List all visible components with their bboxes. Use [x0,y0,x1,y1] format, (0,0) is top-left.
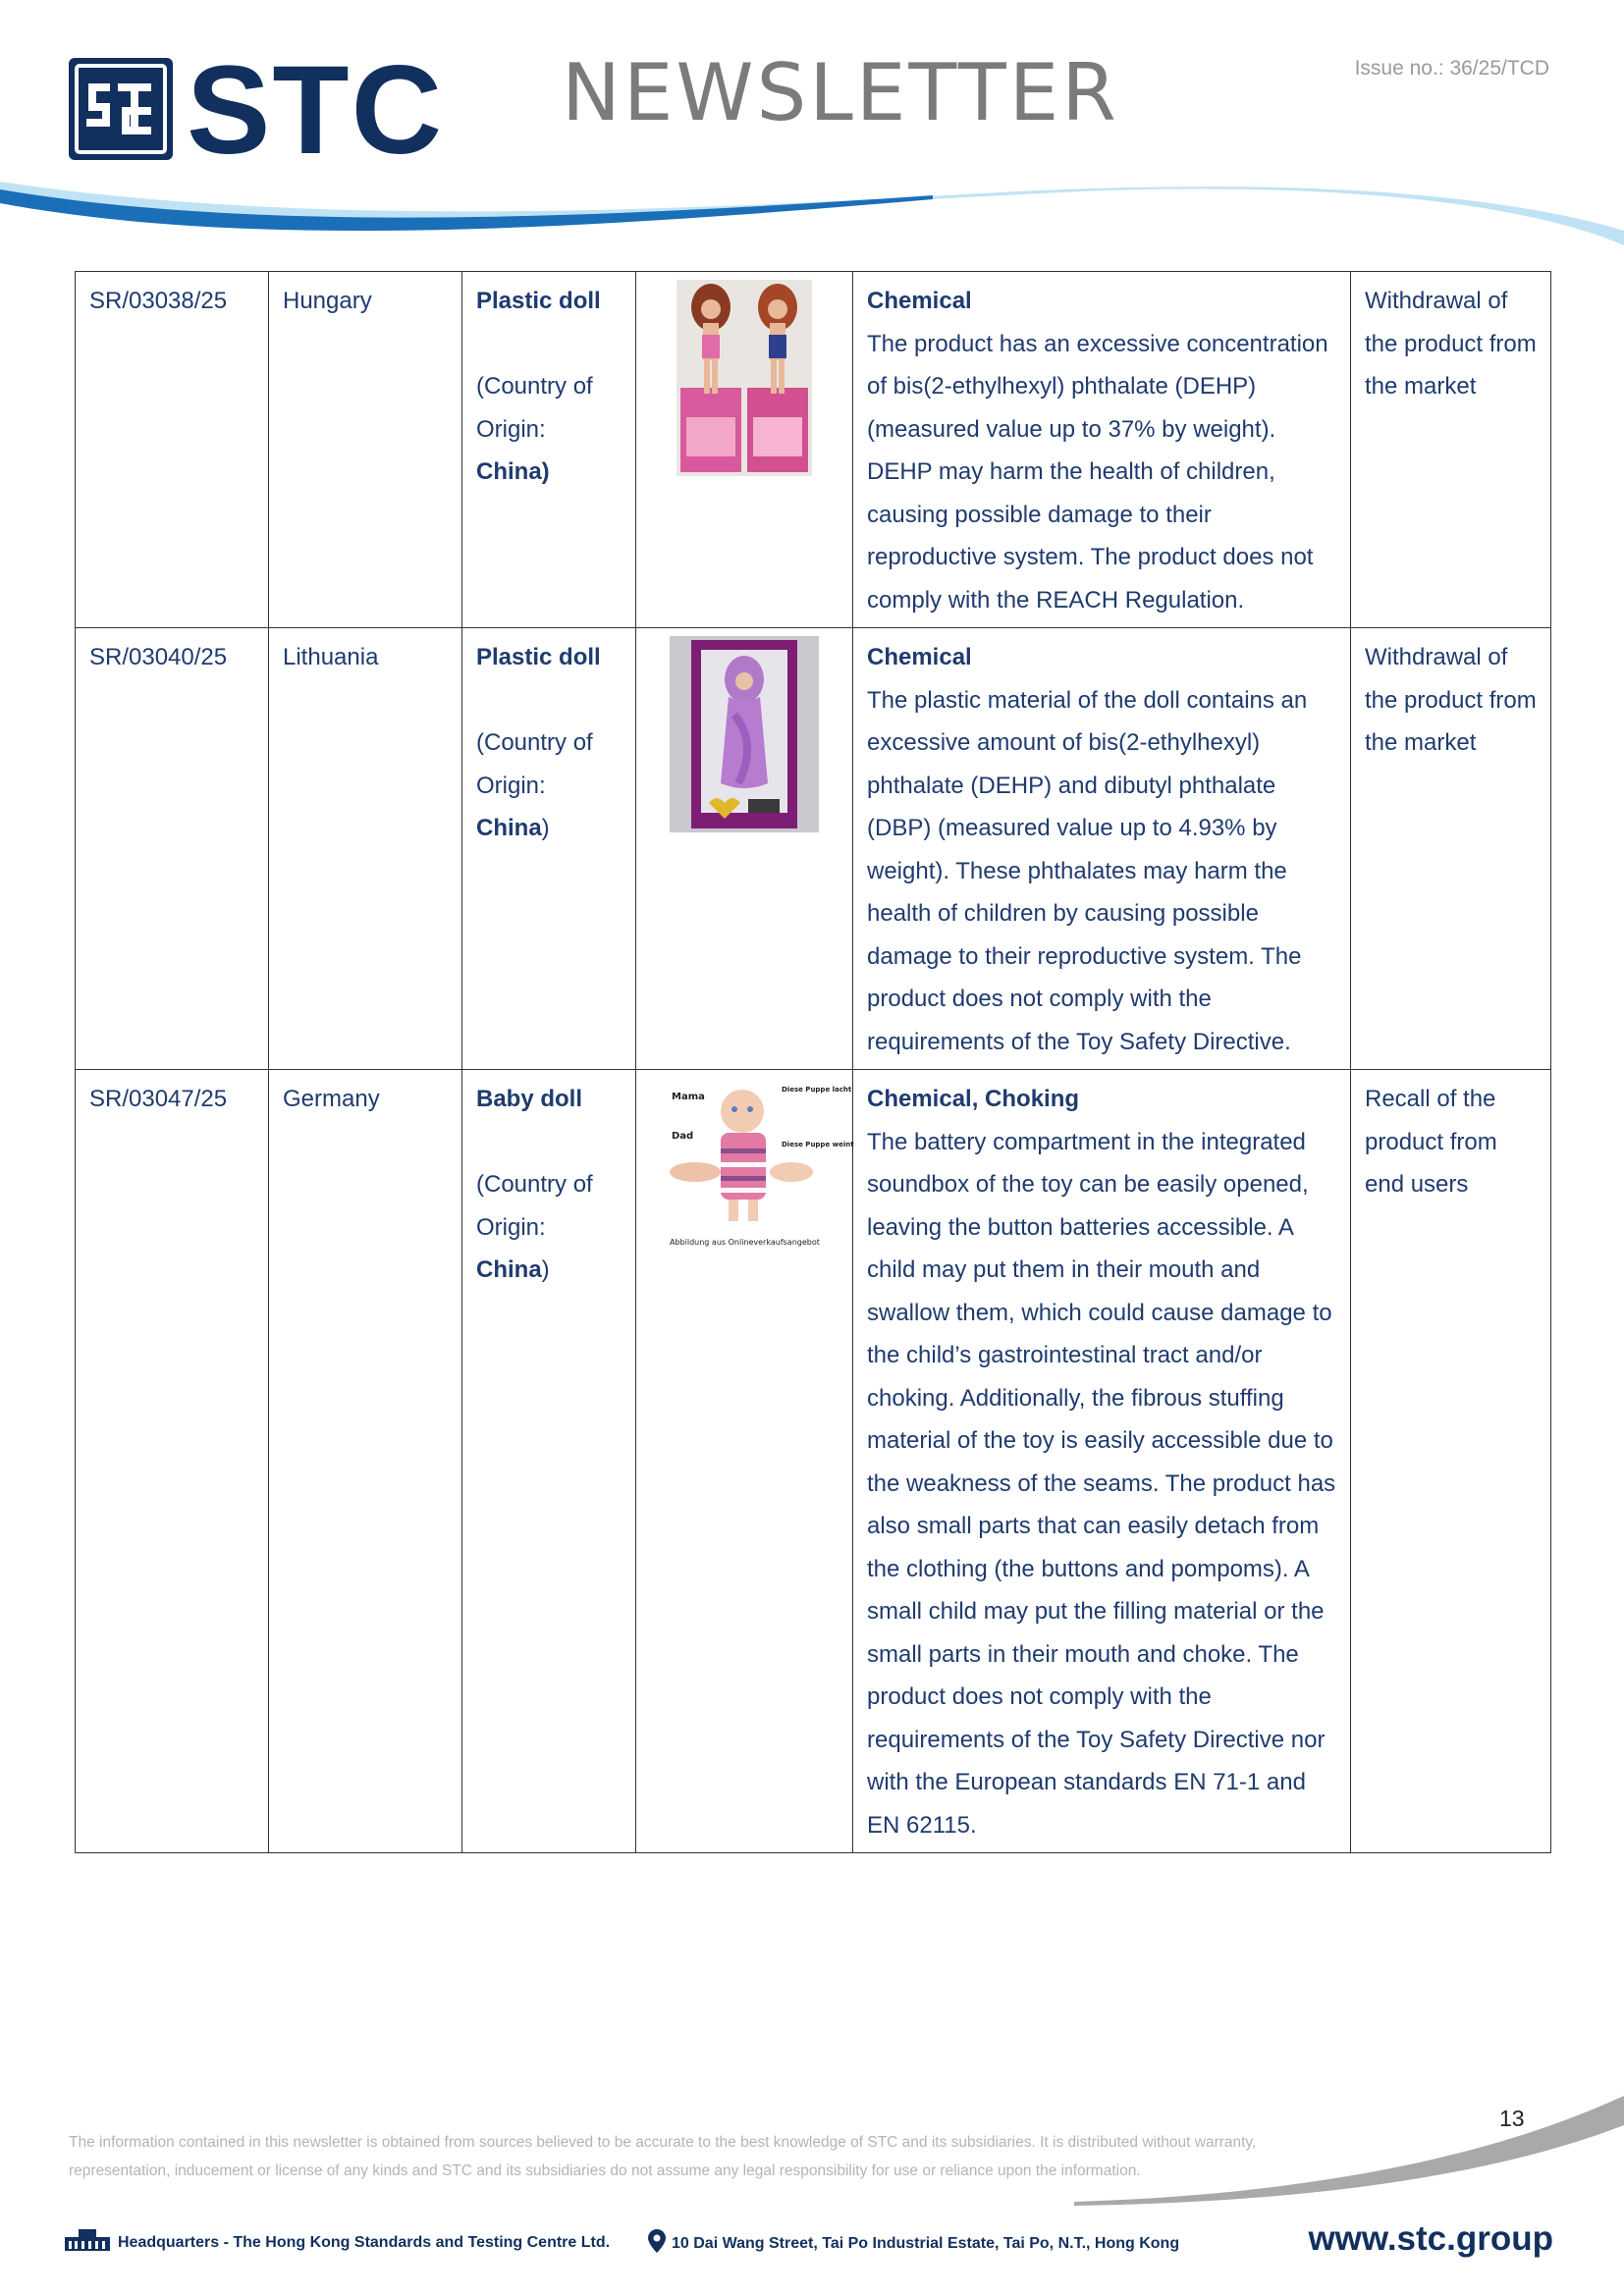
country-cell: Lithuania [269,628,462,1070]
risk-cell [853,272,1351,628]
risk-description: The plastic material of the doll contains an excessive amount of bis(2-ethylhexyl) phthalate (DEHP) and dibutyl phthalate (DBP) (measured value up to 4.93% by weight). These phthalates may harm the health of children by causing possible damage to their reproductive system. The product does not comply with the requirements of the Toy Safety Directive. [867,686,1308,1055]
origin-country: China [476,1256,542,1283]
reference-cell: SR/03047/25 [76,1070,269,1853]
risk-cell [853,1070,1351,1853]
product-name: Plastic doll [476,288,601,314]
newsletter-title: NEWSLETTER [562,47,1119,138]
doll-in-box-photo [670,636,819,832]
risk-type: Chemical [867,644,972,670]
building-icon [65,2229,110,2251]
page-number: 13 [1499,2106,1525,2131]
header-swoosh [0,182,1624,260]
risk-description: The product has an excessive concentration of bis(2-ethylhexyl) phthalate (DEHP) (measured value up to 37% by weight). DEHP may harm the health of children, causing possible damage to their reproductive system. The product does not comply with the REACH Regulation. [867,330,1328,614]
issue-number: Issue no.: 36/25/TCD [1354,57,1549,80]
product-cell [462,1070,636,1853]
product-name: Plastic doll [476,644,601,670]
table-row [76,272,1551,628]
mama-label: Mama [672,1092,705,1102]
table-row [76,1070,1551,1853]
table-row [76,628,1551,1070]
origin-country: China [476,815,542,841]
stc-emblem-icon [67,56,175,162]
image-caption: Abbildung aus Onlineverkaufsangebot [670,1238,820,1247]
measure-cell: Withdrawal of the product from the market [1351,272,1551,628]
risk-type: Chemical [867,288,972,314]
product-image-cell [636,1070,853,1853]
headquarters-text: Headquarters - The Hong Kong Standards and Testing Centre Ltd. [118,2234,611,2251]
risk-cell [853,628,1351,1070]
product-cell [462,272,636,628]
two-dolls-in-boxes-photo [677,280,812,476]
risk-type: Chemical, Choking [867,1086,1080,1112]
dad-label: Dad [672,1131,694,1142]
origin-prefix: (Country of [476,1171,593,1198]
origin-suffix: ) [541,815,550,841]
product-cell [462,628,636,1070]
rapex-table [75,271,1551,1853]
stc-logo [67,40,460,181]
cry-label: Diese Puppe weint [782,1141,854,1148]
origin-prefix: (Country of [476,373,593,400]
origin-suffix: ) [541,1256,550,1283]
measure-cell: Withdrawal of the product from the market [1351,628,1551,1070]
address-text: 10 Dai Wang Street, Tai Po Industrial Estate, Tai Po, N.T., Hong Kong [672,2235,1180,2252]
location-pin-icon [648,2229,666,2253]
product-name: Baby doll [476,1086,583,1112]
logo-text: STC [187,40,444,181]
footer [65,2221,1557,2261]
disclaimer: The information contained in this newsletter is obtained from sources believed to be accurate to the best knowledge of STC and its subsidiaries. It is distributed without warranty, representation, inducement or license of any kinds and STC and its subsidiaries do not assume any legal responsibility for use or reliance upon the information. [69,2134,1257,2179]
origin-prefix: (Country of [476,729,593,756]
country-cell: Hungary [269,272,462,628]
measure-cell: Recall of the product from end users [1351,1070,1551,1853]
website-link[interactable]: www.stc.group [1308,2219,1553,2258]
product-image-cell [636,628,853,1070]
risk-description: The battery compartment in the integrated soundbox of the toy can be easily opened, leaving the button batteries accessible. A child may put them in their mouth and swallow them, which could cause damage to the child’s gastrointestinal tract and/or choking. Additionally, the fibrous stuffing material of the toy is easily accessible due to the weakness of the seams. The product has also small parts that can easily detach from the clothing (the buttons and pompoms). A small child may put the filling material or the small parts in their mouth and choke. The product does not comply with the requirements of the Toy Safety Directive nor with the European standards EN 71-1 and EN 62115. [867,1128,1336,1839]
address [648,2229,1179,2253]
product-image-cell [636,272,853,628]
reference-cell: SR/03038/25 [76,272,269,628]
origin-label: Origin: [476,1213,546,1241]
headquarters [65,2229,610,2252]
reference-cell: SR/03040/25 [76,628,269,1070]
baby-doll-photo [666,1078,854,1274]
origin-country: China) [476,458,550,485]
origin-label: Origin: [476,415,546,443]
origin-label: Origin: [476,772,546,799]
country-cell: Germany [269,1070,462,1853]
laugh-label: Diese Puppe lacht [782,1086,852,1094]
